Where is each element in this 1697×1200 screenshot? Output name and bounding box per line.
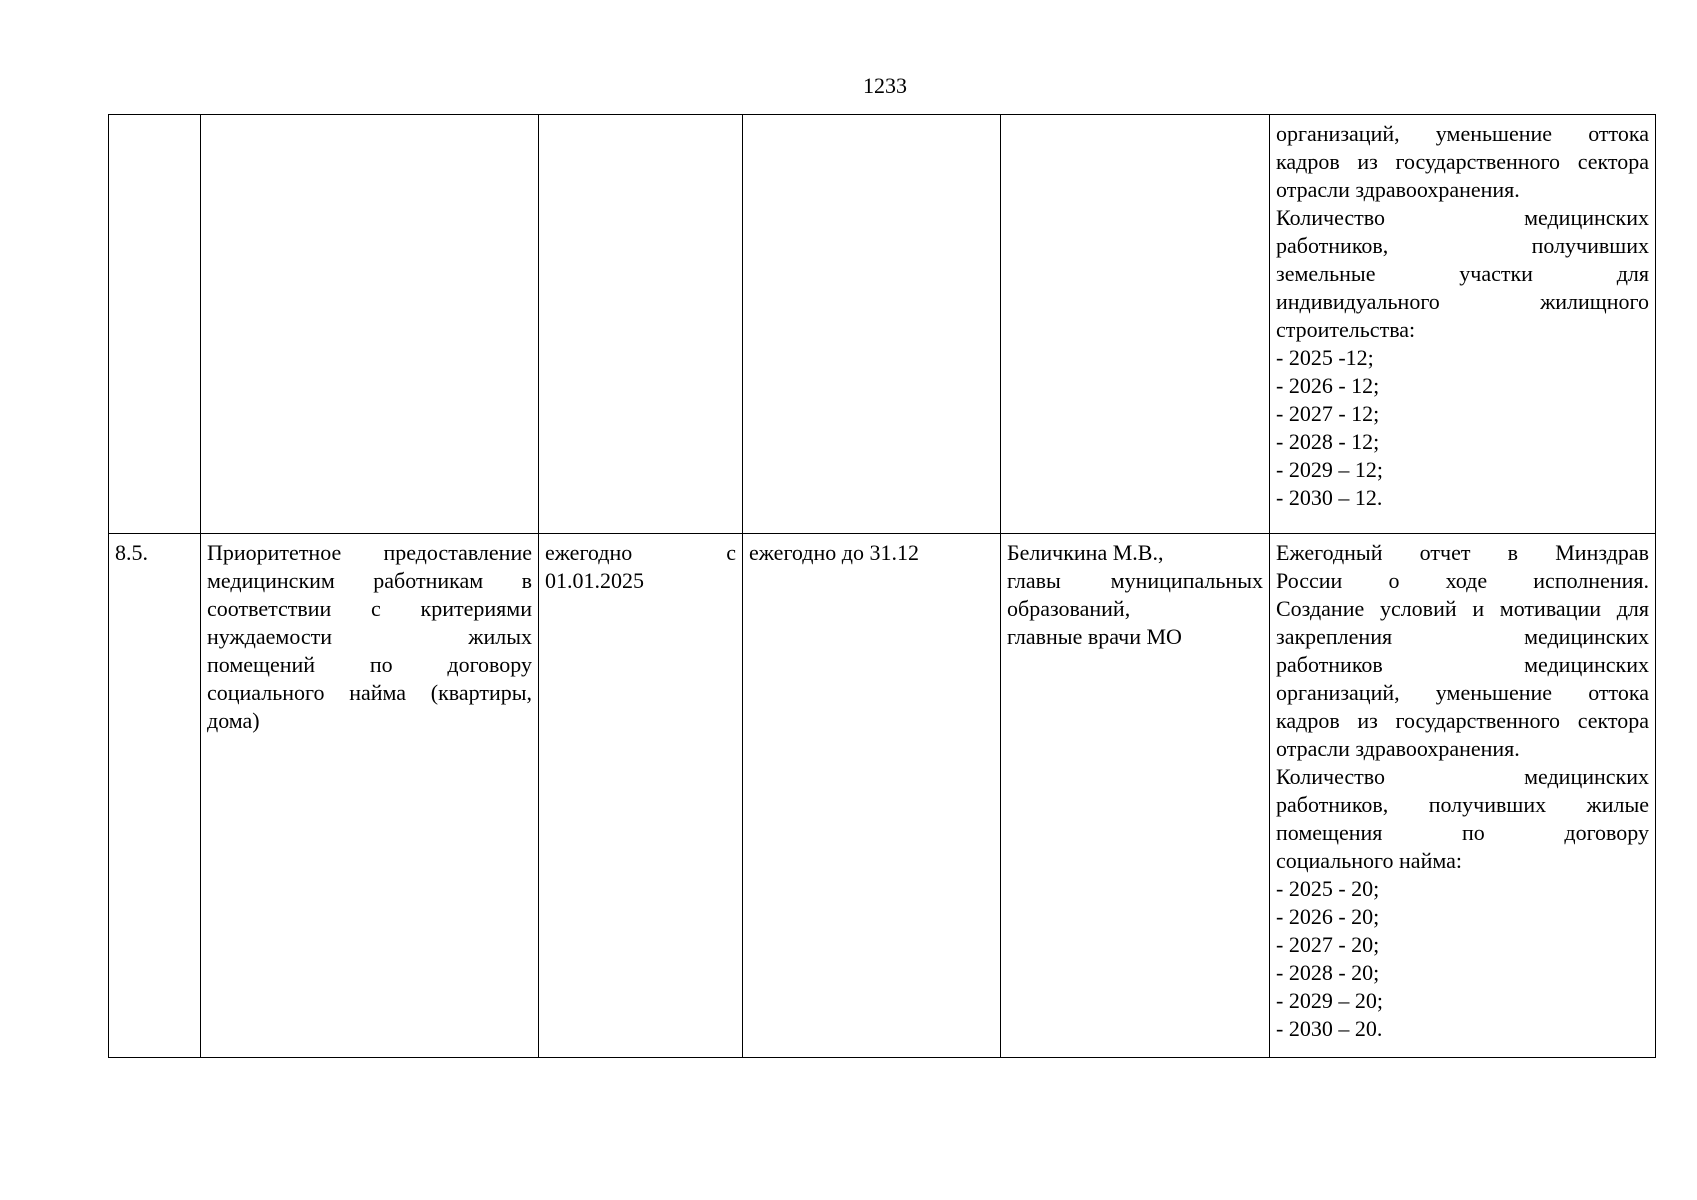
result-list-item: - 2028 - 12; [1276, 429, 1380, 454]
row-number: 8.5. [115, 540, 148, 565]
start-date-line: ежегодно с [545, 540, 736, 565]
result-list-item: - 2030 – 20. [1276, 1016, 1383, 1041]
measure-line: Приоритетное предоставление [207, 540, 532, 565]
result-cell [1270, 115, 1656, 534]
result-line: организаций, уменьшение оттока [1276, 121, 1649, 146]
result-line: закрепления медицинских [1276, 624, 1649, 649]
result-line: Количество медицинских [1276, 764, 1649, 789]
result-list-item: - 2027 - 20; [1276, 932, 1380, 957]
result-list-item: - 2026 - 20; [1276, 904, 1380, 929]
responsible-line: главы муниципальных [1007, 568, 1263, 593]
page-number: 1233 [863, 73, 907, 98]
responsible-line: главные врачи МО [1007, 624, 1182, 649]
row-number-cell [109, 115, 201, 534]
result-list-item: - 2025 - 20; [1276, 876, 1380, 901]
result-line: отрасли здравоохранения. [1276, 177, 1520, 202]
start-date-cell [539, 534, 743, 1058]
measure-line: дома) [207, 708, 260, 733]
result-line: земельные участки для [1276, 261, 1649, 286]
result-line: Количество медицинских [1276, 205, 1649, 230]
measure-line: социального найма (квартиры, [207, 680, 532, 705]
measure-line: нуждаемости жилых [207, 624, 532, 649]
result-list-item: - 2028 - 20; [1276, 960, 1380, 985]
result-cell [1270, 534, 1656, 1058]
measure-cell [201, 115, 539, 534]
end-date-line: ежегодно до 31.12 [749, 540, 919, 565]
measure-line: помещений по договору [207, 652, 532, 677]
responsible-cell [1001, 534, 1270, 1058]
result-list-item: - 2029 – 20; [1276, 988, 1383, 1013]
measure-line: соответствии с критериями [207, 596, 532, 621]
responsible-cell [1001, 115, 1270, 534]
result-line: кадров из государственного сектора [1276, 708, 1649, 733]
result-list-item: - 2026 - 12; [1276, 373, 1380, 398]
result-list-item: - 2025 -12; [1276, 345, 1374, 370]
end-date-cell [743, 534, 1001, 1058]
responsible-line: образований, [1007, 596, 1131, 621]
end-date-cell [743, 115, 1001, 534]
start-date-cell [539, 115, 743, 534]
result-line: работников, получивших [1276, 233, 1649, 258]
result-line: отрасли здравоохранения. [1276, 736, 1520, 761]
responsible-line: Беличкина М.В., [1007, 540, 1164, 565]
row-number-cell [109, 534, 201, 1058]
result-line: индивидуального жилищного [1276, 289, 1649, 314]
table-row [109, 534, 1656, 1058]
result-line: работников медицинских [1276, 652, 1649, 677]
result-line: социального найма: [1276, 848, 1462, 873]
result-line: помещения по договору [1276, 820, 1649, 845]
result-line: Ежегодный отчет в Минздрав [1276, 540, 1649, 565]
measure-line: медицинским работникам в [207, 568, 532, 593]
result-line: организаций, уменьшение оттока [1276, 680, 1649, 705]
result-line: России о ходе исполнения. [1276, 568, 1649, 593]
result-list-item: - 2029 – 12; [1276, 457, 1383, 482]
plan-table [108, 114, 1656, 1058]
table-row [109, 115, 1656, 534]
result-line: работников, получивших жилые [1276, 792, 1649, 817]
start-date-line: 01.01.2025 [545, 568, 644, 593]
result-line: кадров из государственного сектора [1276, 149, 1649, 174]
measure-cell [201, 534, 539, 1058]
result-list-item: - 2027 - 12; [1276, 401, 1380, 426]
result-line: строительства: [1276, 317, 1416, 342]
result-line: Создание условий и мотивации для [1276, 596, 1649, 621]
result-list-item: - 2030 – 12. [1276, 485, 1383, 510]
